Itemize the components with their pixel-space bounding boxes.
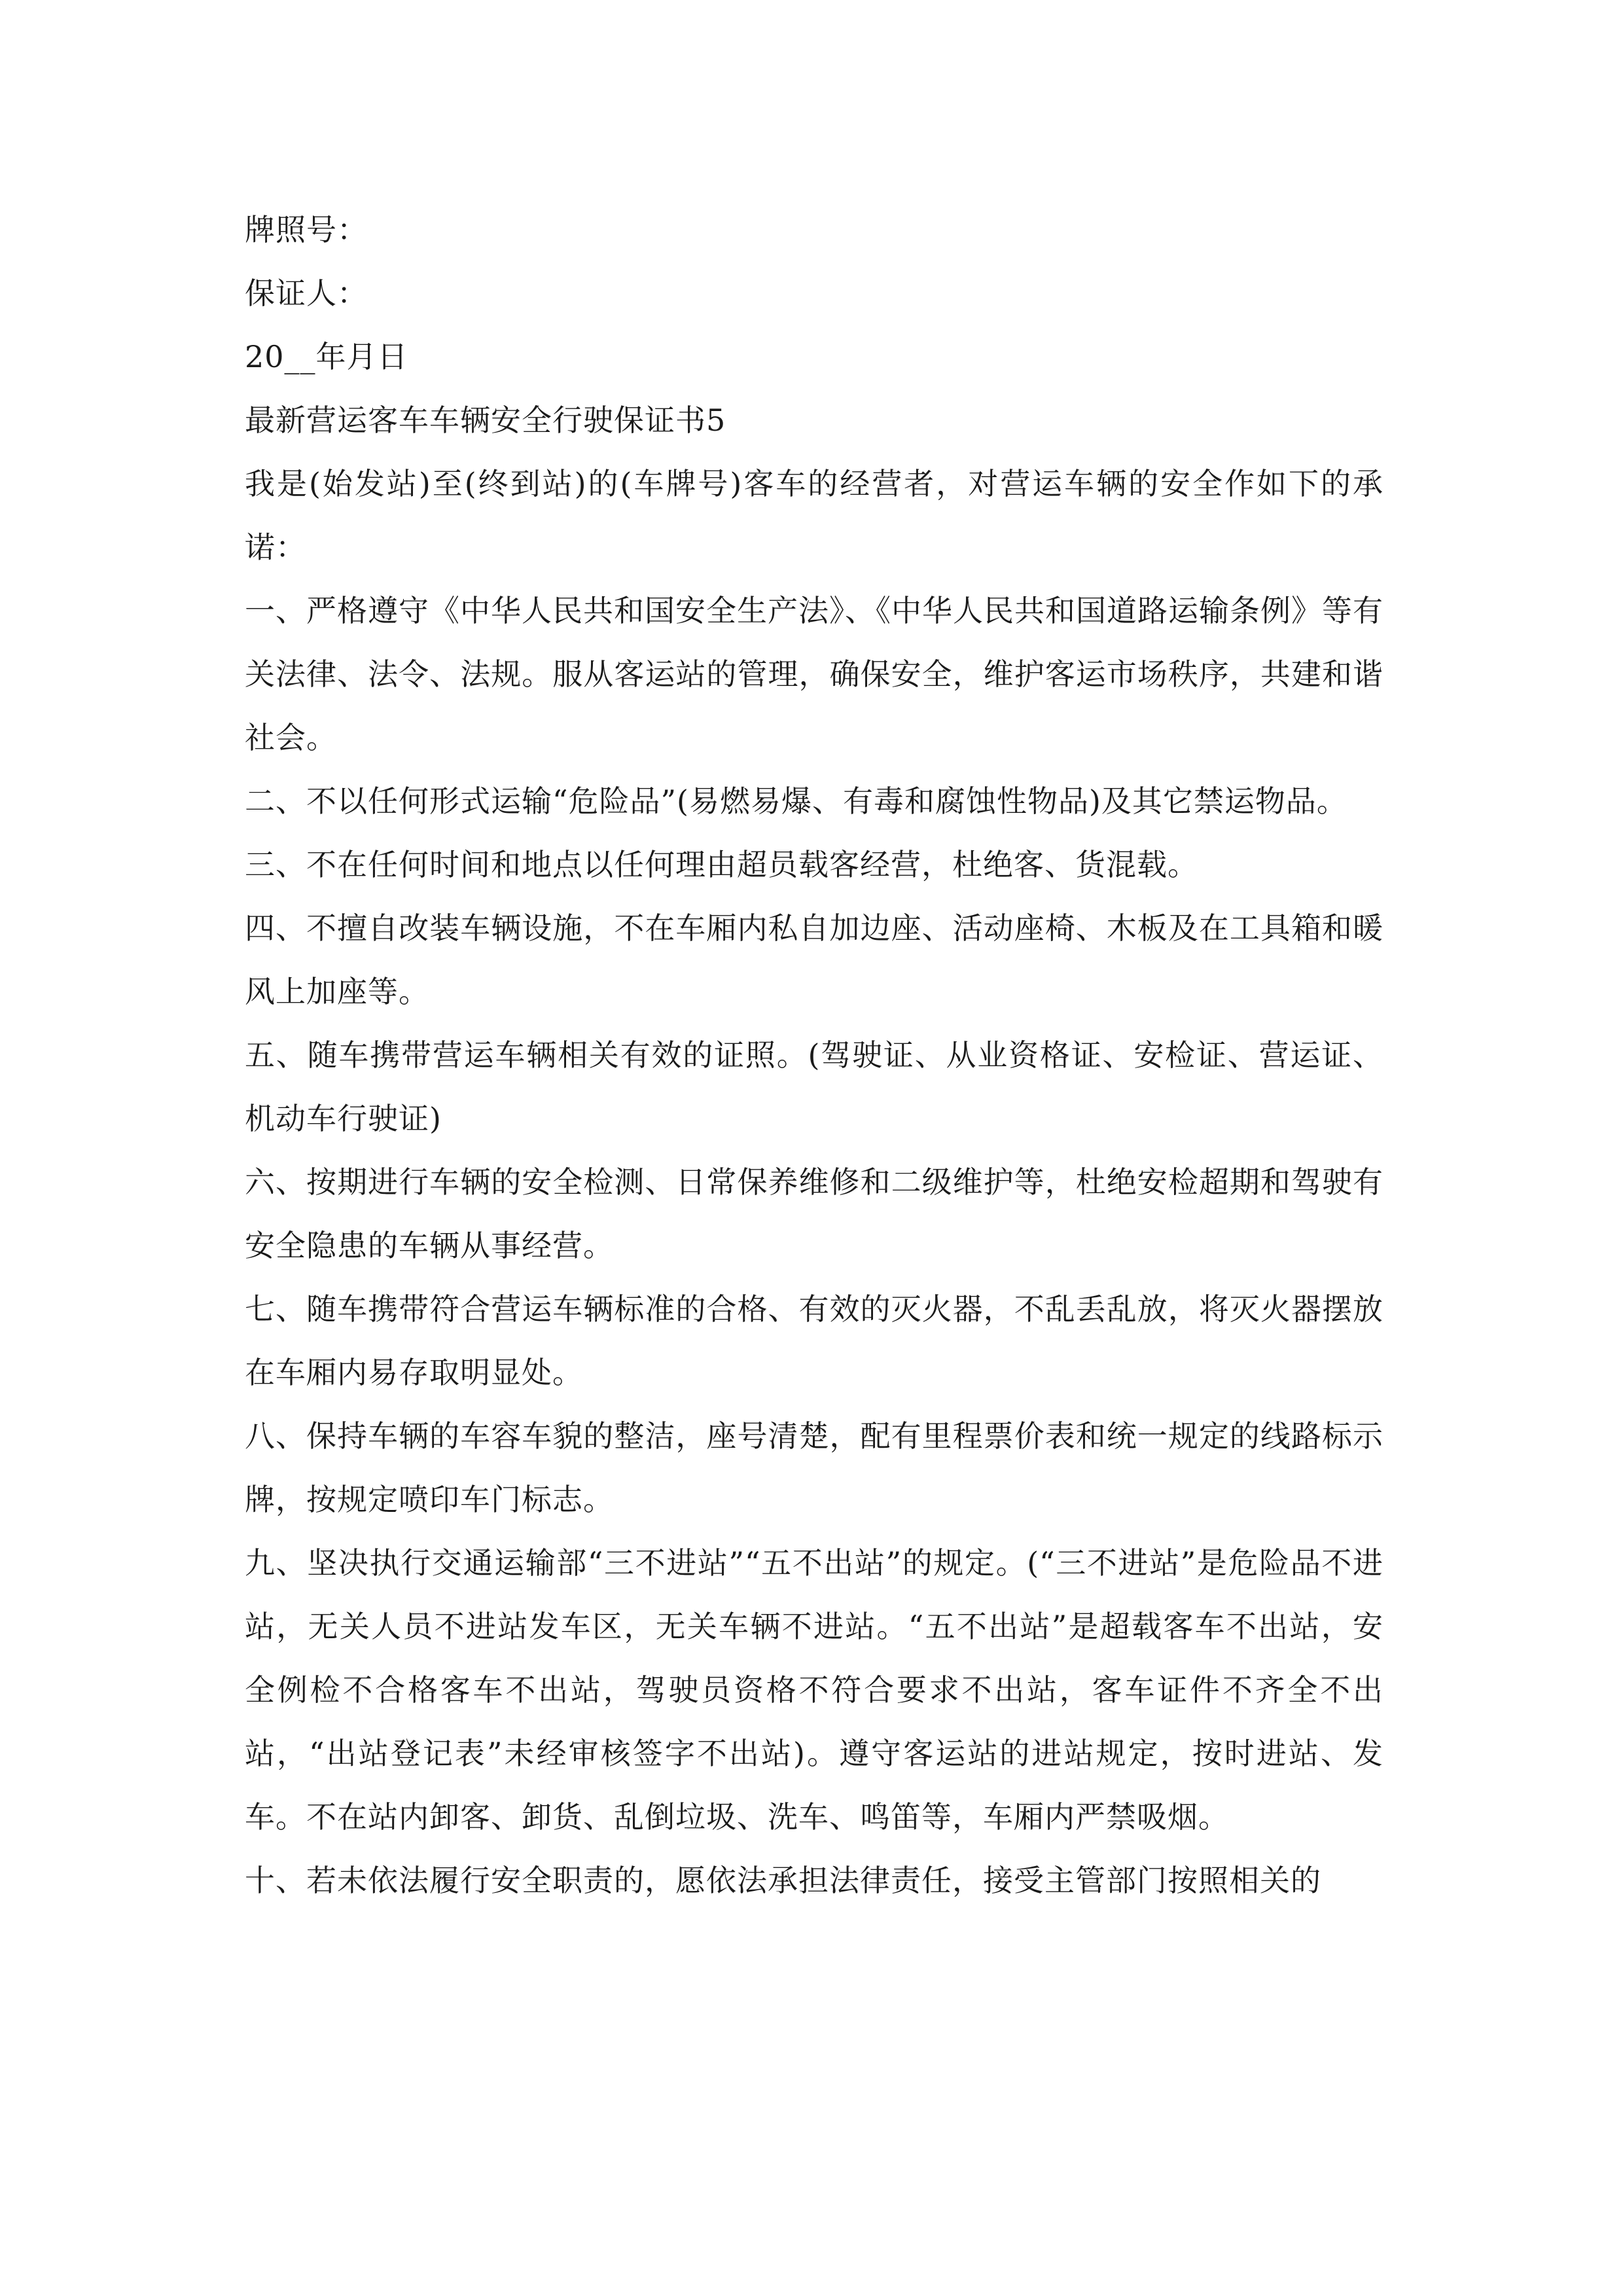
intro-paragraph: 我是(始发站)至(终到站)的(车牌号)客车的经营者，对营运车辆的安全作如下的承诺： <box>245 466 1383 565</box>
clause-5: 五、随车携带营运车辆相关有效的证照。(驾驶证、从业资格证、安检证、营运证、机动车行驶证) <box>245 1037 1383 1136</box>
date-line: 20__年月日 <box>245 339 408 374</box>
clause-8: 八、保持车辆的车容车貌的整洁，座号清楚，配有里程票价表和统一规定的线路标示牌，按规定喷印车门标志。 <box>245 1418 1383 1517</box>
clause-6: 六、按期进行车辆的安全检测、日常保养维修和二级维护等，杜绝安检超期和驾驶有安全隐患的车辆从事经营。 <box>245 1164 1383 1263</box>
clause-7: 七、随车携带符合营运车辆标准的合格、有效的灭火器，不乱丢乱放，将灭火器摆放在车厢内易存取明显处。 <box>245 1291 1383 1390</box>
guarantor-label: 保证人： <box>245 276 368 311</box>
document-body <box>245 198 1383 1912</box>
clause-4: 四、不擅自改装车辆设施，不在车厢内私自加边座、活动座椅、木板及在工具箱和暖风上加座等。 <box>245 910 1383 1009</box>
clause-3: 三、不在任何时间和地点以任何理由超员载客经营，杜绝客、货混载。 <box>245 847 1198 882</box>
clause-2: 二、不以任何形式运输“危险品”(易燃易爆、有毒和腐蚀性物品)及其它禁运物品。 <box>245 783 1347 819</box>
plate-number-label: 牌照号： <box>245 212 368 247</box>
clause-9: 九、坚决执行交通运输部“三不进站”“五不出站”的规定。(“三不进站”是危险品不进站，无关人员不进站发车区，无关车辆不进站。“五不出站”是超载客车不出站，安全例检不合格客车不出站，驾驶员资格不符合要求不出站，客车证件不齐全不出站，“出站登记表”未经审核签字不出站)。遵守客运站的进站规定，按时进站、发车。不在站内卸客、卸货、乱倒垃圾、洗车、鸣笛等，车厢内严禁吸烟。 <box>245 1545 1383 1835</box>
section-title: 最新营运客车车辆安全行驶保证书5 <box>245 403 726 438</box>
clause-1: 一、严格遵守《中华人民共和国安全生产法》、《中华人民共和国道路运输条例》等有关法律、法令、法规。服从客运站的管理，确保安全，维护客运市场秩序，共建和谐社会。 <box>245 593 1383 755</box>
clause-10: 十、若未依法履行安全职责的，愿依法承担法律责任，接受主管部门按照相关的 <box>245 1863 1321 1898</box>
